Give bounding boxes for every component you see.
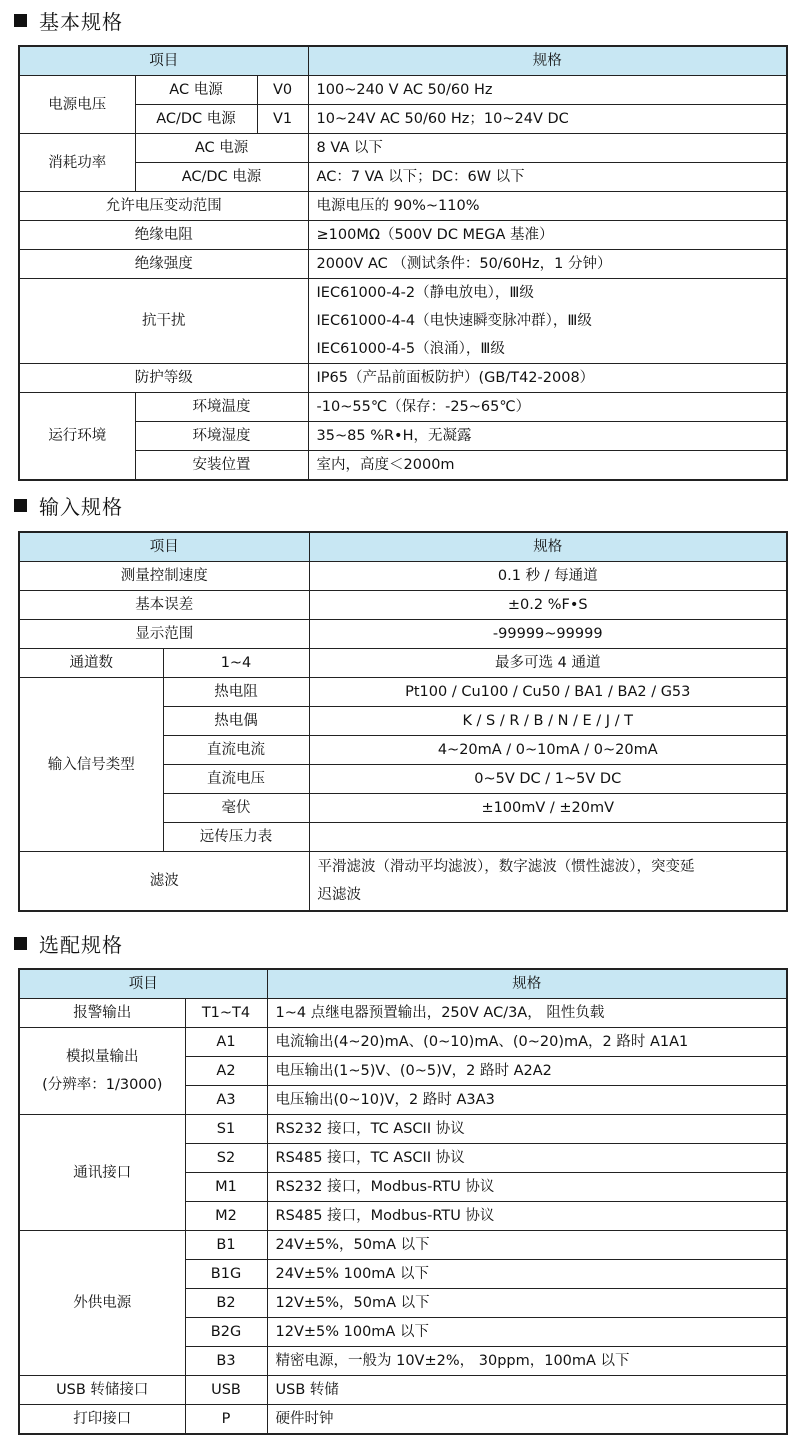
header-item: 项目 [19,532,309,562]
row-code: S2 [185,1144,267,1173]
section-title-text: 选配规格 [39,932,123,957]
square-bullet-icon [14,14,27,27]
table-header [19,532,787,562]
row-code: B2 [185,1289,267,1318]
row-spec: 100~240 V AC 50/60 Hz [308,76,787,105]
table-row [19,134,787,163]
row-spec: 1~4 点继电器预置输出，250V AC/3A， 阻性负载 [267,999,787,1028]
row-spec: RS232 接口，TC ASCII 协议 [267,1115,787,1144]
table-row [19,422,787,451]
table-row [19,1231,787,1260]
section-title-text: 输入规格 [39,494,123,519]
row-sublabel: 安装位置 [135,451,308,481]
table-row [19,1405,787,1435]
table-row [19,591,787,620]
header-spec: 规格 [309,532,787,562]
row-code: B1G [185,1260,267,1289]
row-spec: 12V±5% 100mA 以下 [267,1318,787,1347]
table-row [19,105,787,134]
row-spec: 24V±5%，50mA 以下 [267,1231,787,1260]
row-sublabel: 直流电流 [163,736,309,765]
row-spec: 4~20mA / 0~10mA / 0~20mA [309,736,787,765]
spec-line: 平滑滤波（滑动平均滤波），数字滤波（惯性滤波），突变延 [317,859,695,875]
row-sublabel: AC/DC 电源 [135,163,308,192]
row-spec: RS232 接口，Modbus-RTU 协议 [267,1173,787,1202]
row-label: 防护等级 [19,364,308,393]
row-label: 显示范围 [19,620,309,649]
row-spec-multi [308,279,787,364]
row-label: 测量控制速度 [19,562,309,591]
row-spec: -10~55℃（保存：-25~65℃） [308,393,787,422]
row-spec: 最多可选 4 通道 [309,649,787,678]
row-label: 外供电源 [19,1231,185,1376]
table-row [19,1376,787,1405]
row-spec: 室内，高度＜2000m [308,451,787,481]
table-row [19,364,787,393]
table-row [19,852,787,912]
row-code: B3 [185,1347,267,1376]
section-title-option [14,928,123,958]
row-sublabel: 环境温度 [135,393,308,422]
row-label: 抗干扰 [19,279,308,364]
row-sublabel: 热电偶 [163,707,309,736]
row-code: A1 [185,1028,267,1057]
row-code: P [185,1405,267,1435]
row-code: V1 [257,105,308,134]
spec-line: IEC61000-4-2（静电放电），Ⅲ级 [316,285,534,301]
header-spec: 规格 [267,969,787,999]
row-spec-multi [309,852,787,912]
row-spec: 硬件时钟 [267,1405,787,1435]
row-label: 电源电压 [19,76,135,134]
row-spec [309,823,787,852]
row-code: B2G [185,1318,267,1347]
row-spec: 电流输出(4~20)mA、(0~10)mA、(0~20)mA，2 路时 A1A1 [267,1028,787,1057]
table-row [19,393,787,422]
row-spec: IP65（产品前面板防护）(GB/T42-2008） [308,364,787,393]
square-bullet-icon [14,937,27,950]
table-row [19,620,787,649]
row-spec: 电源电压的 90%~110% [308,192,787,221]
row-code: 1~4 [163,649,309,678]
table-header [19,46,787,76]
row-label: 绝缘电阻 [19,221,308,250]
row-code: B1 [185,1231,267,1260]
option-spec-table [18,968,788,1435]
row-sublabel: 热电阻 [163,678,309,707]
row-sublabel: AC 电源 [135,134,308,163]
row-spec: 精密电源，一般为 10V±2%， 30ppm，100mA 以下 [267,1347,787,1376]
section-title-basic [14,5,123,35]
table-row [19,250,787,279]
row-spec: 电压输出(1~5)V、(0~5)V，2 路时 A2A2 [267,1057,787,1086]
row-spec: RS485 接口，Modbus-RTU 协议 [267,1202,787,1231]
row-label: 允许电压变动范围 [19,192,308,221]
table-row [19,562,787,591]
row-spec: 2000V AC （测试条件：50/60Hz，1 分钟） [308,250,787,279]
row-label: 输入信号类型 [19,678,163,852]
table-row [19,221,787,250]
row-code: S1 [185,1115,267,1144]
row-spec: 24V±5% 100mA 以下 [267,1260,787,1289]
row-code: V0 [257,76,308,105]
table-row [19,192,787,221]
table-header [19,969,787,999]
row-spec: 12V±5%，50mA 以下 [267,1289,787,1318]
row-sublabel: 远传压力表 [163,823,309,852]
row-spec: 电压输出(0~10)V，2 路时 A3A3 [267,1086,787,1115]
header-spec: 规格 [308,46,787,76]
basic-spec-table [18,45,788,481]
row-spec: K / S / R / B / N / E / J / T [309,707,787,736]
table-row [19,163,787,192]
row-label: USB 转储接口 [19,1376,185,1405]
row-spec: 0~5V DC / 1~5V DC [309,765,787,794]
row-spec: ±0.2 %F•S [309,591,787,620]
spec-line: IEC61000-4-4（电快速瞬变脉冲群），Ⅲ级 [316,313,592,329]
row-spec: RS485 接口，TC ASCII 协议 [267,1144,787,1173]
row-spec: -99999~99999 [309,620,787,649]
row-label: 滤波 [19,852,309,912]
spec-line: 迟滤波 [317,887,361,903]
row-code: A2 [185,1057,267,1086]
row-spec: 0.1 秒 / 每通道 [309,562,787,591]
row-label: 运行环境 [19,393,135,481]
square-bullet-icon [14,499,27,512]
row-spec: USB 转储 [267,1376,787,1405]
row-spec: ≥100MΩ（500V DC MEGA 基准） [308,221,787,250]
row-code: T1~T4 [185,999,267,1028]
row-label: 通讯接口 [19,1115,185,1231]
row-code: M2 [185,1202,267,1231]
row-spec: Pt100 / Cu100 / Cu50 / BA1 / BA2 / G53 [309,678,787,707]
row-spec: AC：7 VA 以下；DC：6W 以下 [308,163,787,192]
spec-line: IEC61000-4-5（浪涌），Ⅲ级 [316,341,505,357]
table-row [19,649,787,678]
row-label: 基本误差 [19,591,309,620]
section-title-input [14,490,123,520]
header-item: 项目 [19,46,308,76]
section-title-text: 基本规格 [39,9,123,34]
row-sublabel: AC 电源 [135,76,257,105]
row-sublabel: 环境湿度 [135,422,308,451]
table-row [19,1115,787,1144]
row-code: A3 [185,1086,267,1115]
row-sublabel: 直流电压 [163,765,309,794]
row-label: 报警输出 [19,999,185,1028]
row-code: USB [185,1376,267,1405]
table-row [19,76,787,105]
row-spec: 10~24V AC 50/60 Hz；10~24V DC [308,105,787,134]
table-row [19,999,787,1028]
input-spec-table [18,531,788,912]
row-label: 绝缘强度 [19,250,308,279]
table-row [19,1028,787,1057]
row-label-multi [19,1028,185,1115]
row-label: 通道数 [19,649,163,678]
label-line: 模拟量输出 [66,1049,139,1065]
row-spec: 35~85 %R•H，无凝露 [308,422,787,451]
row-sublabel: AC/DC 电源 [135,105,257,134]
label-line: (分辨率：1/3000) [42,1077,163,1093]
table-row [19,279,787,364]
header-item: 项目 [19,969,267,999]
table-row [19,678,787,707]
row-code: M1 [185,1173,267,1202]
table-row [19,451,787,481]
row-spec: ±100mV / ±20mV [309,794,787,823]
row-sublabel: 毫伏 [163,794,309,823]
row-label: 打印接口 [19,1405,185,1435]
row-label: 消耗功率 [19,134,135,192]
row-spec: 8 VA 以下 [308,134,787,163]
